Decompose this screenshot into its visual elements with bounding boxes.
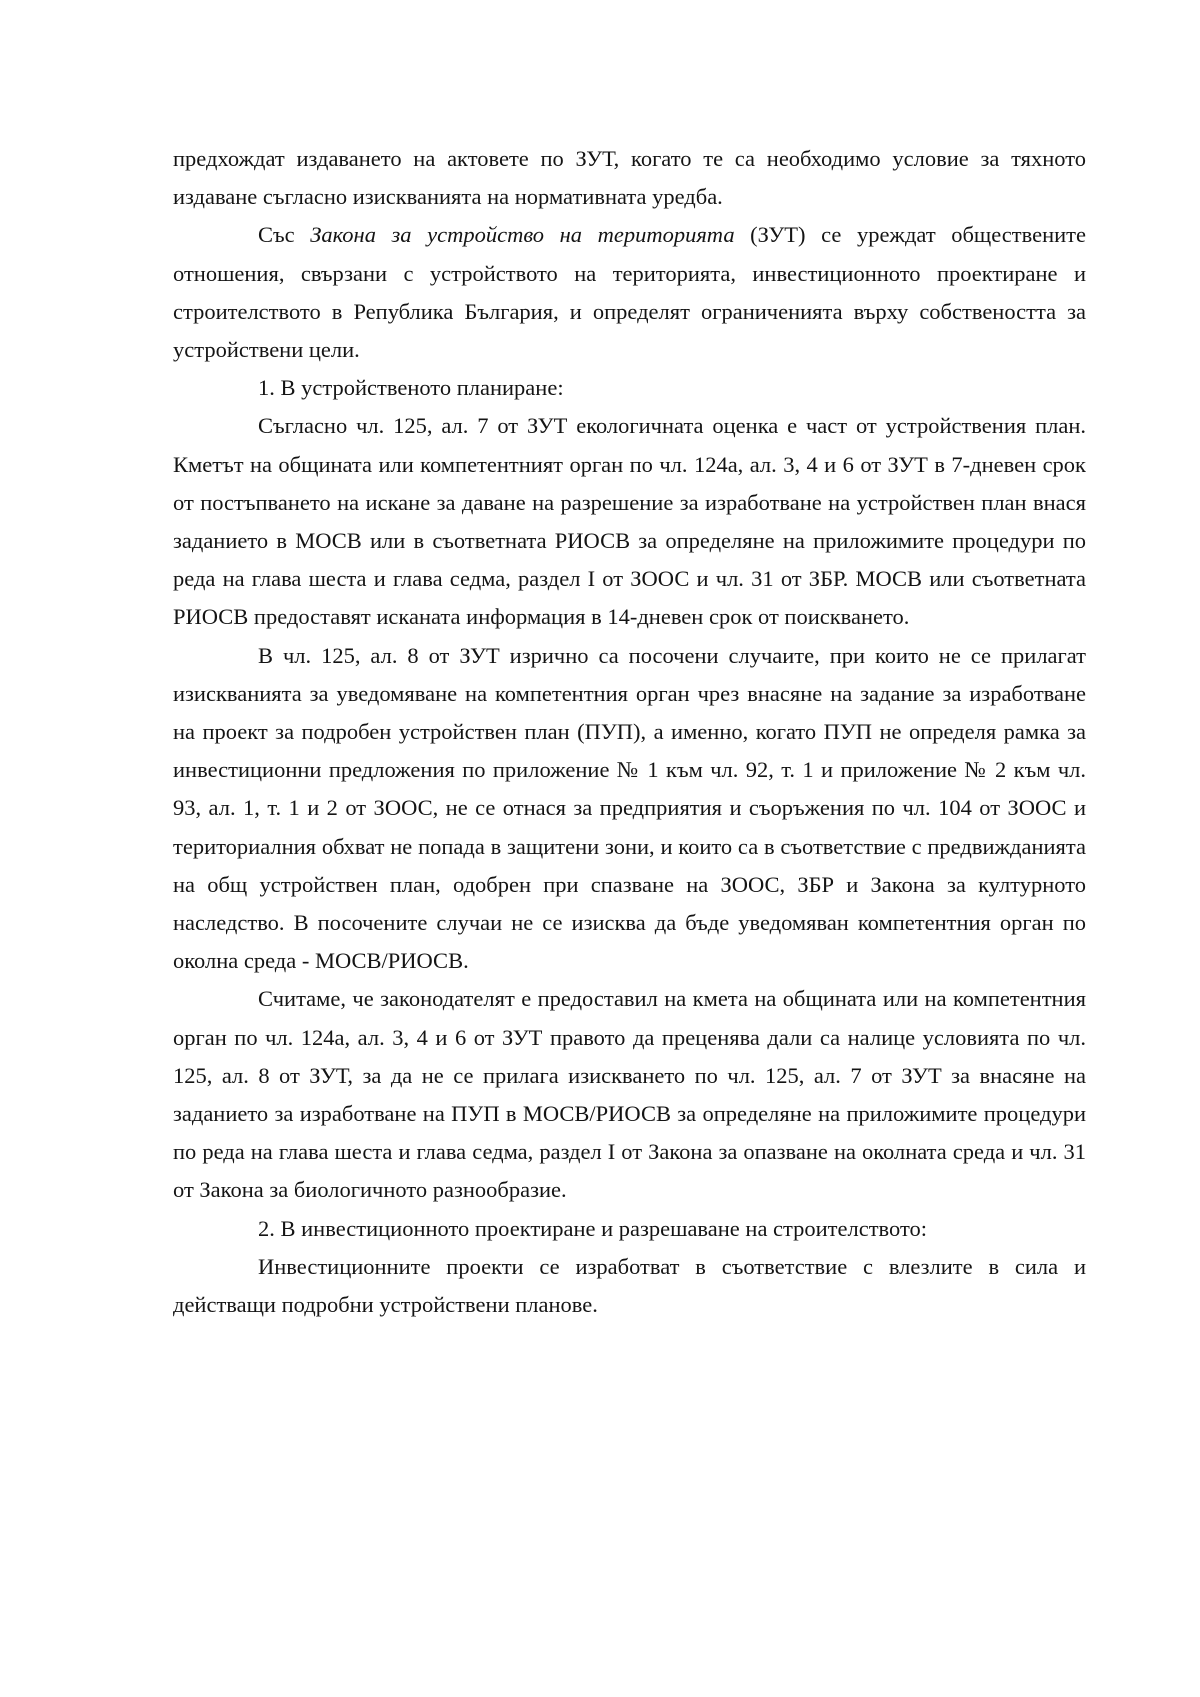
paragraph-prefix: Със <box>258 222 311 248</box>
paragraph-art125-al7: Съгласно чл. 125, ал. 7 от ЗУТ екологичната оценка е част от устройствения план. Кметът на общината или компетентният орган по чл. 124а, ал. 3, 4 и 6 от ЗУТ в 7-дневен срок от постъпването на искане за даване на разрешение за изработване на устройствен план внася заданието в МОСВ или в съответната РИОСВ за определяне на приложимите процедури по реда на глава шеста и глава седма, раздел I от ЗООС и чл. 31 от ЗБР. МОСВ или съответната РИОСВ предоставят исканата информация в 14-дневен срок от поискването. <box>173 413 1086 630</box>
paragraph-art125-al8: В чл. 125, ал. 8 от ЗУТ изрично са посочени случаите, при които не се прилагат изискванията за уведомяване на компетентния орган чрез внасяне на задание за изработване на проект за подробен устройствен план (ПУП), а именно, когато ПУП не определя рамка за инвестиционни предложения по приложение № 1 към чл. 92, т. 1 и приложение № 2 към чл. 93, ал. 1, т. 1 и 2 от ЗООС, не се отнася за предприятия и съоръжения по чл. 104 от ЗООС и териториалния обхват не попада в защитени зони, и които са в съответствие с предвижданията на общ устройствен план, одобрен при спазване на ЗООС, ЗБР и Закона за културното наследство. В посочените случаи не се изисква да бъде уведомяван компетентния орган по околна среда - МОСВ/РИОСВ. <box>173 642 1086 974</box>
paragraph-continuation: предхождат издаването на актовете по ЗУТ, когато те са необходимо условие за тяхното издаване съгласно изискванията на нормативната уредба. <box>173 146 1086 210</box>
law-title-emphasis: Закона за устройство на територията <box>310 222 735 248</box>
section-heading-planning: 1. В устройственото планиране: <box>258 375 564 401</box>
paragraph-investment-projects: Инвестиционните проекти се изработват в съответствие с влезлите в сила и действащи подробни устройствени планове. <box>173 1253 1086 1318</box>
paragraph-zut-intro <box>173 216 1086 369</box>
paragraph-legislator-opinion: Считаме, че законодателят е предоставил на кмета на общината или на компетентния орган по чл. 124а, ал. 3, 4 и 6 от ЗУТ правото да преценява дали са налице условията по чл. 125, ал. 8 от ЗУТ, за да не се прилага изискването по чл. 125, ал. 7 от ЗУТ за внасяне на заданието за изработване на ПУП в МОСВ/РИОСВ за определяне на приложимите процедури по реда на глава шеста и глава седма, раздел I от Закона за опазване на околната среда и чл. 31 от Закона за биологичното разнообразие. <box>173 986 1086 1203</box>
section-heading-investment-design: 2. В инвестиционното проектиране и разрешаване на строителството: <box>258 1215 928 1241</box>
paragraph-suffix: (ЗУТ) се уреждат обществените отношения, свързани с устройството на територията, инвестиционното проектиране и строителството в Република България, и определят ограниченията върху собствеността за устройствени цели. <box>173 222 1087 363</box>
document-page <box>173 140 1086 1324</box>
